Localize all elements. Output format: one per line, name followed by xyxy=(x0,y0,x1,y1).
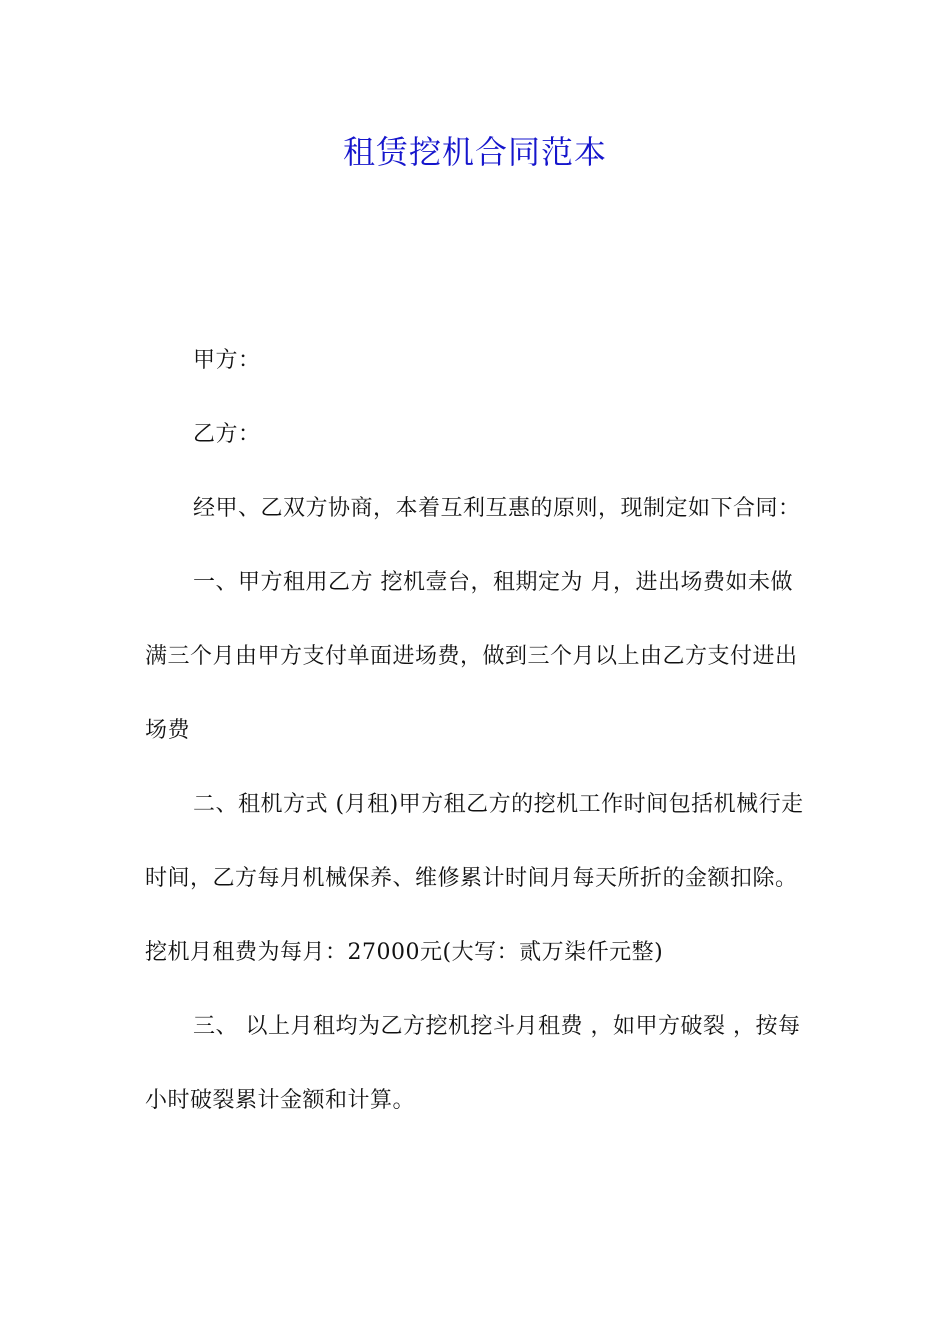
clause-two-paragraph: 二、租机方式 (月租)甲方租乙方的挖机工作时间包括机械行走时间，乙方每月机械保养、维修累计时间月每天所折的金额扣除。挖机月租费为每月：27000元(大写：贰万柒仟元整) xyxy=(145,792,804,965)
document-title: 租赁挖机合同范本 xyxy=(342,133,607,171)
party-a-line: 甲方： xyxy=(193,348,261,373)
clause-three-paragraph: 三、 以上月租均为乙方挖机挖斗月租费 ，如甲方破裂 ，按每小时破裂累计金额和计算。 xyxy=(145,1014,801,1113)
contract-body xyxy=(145,324,810,1138)
clause-one-paragraph: 一、甲方租用乙方 挖机壹台，租期定为 月，进出场费如未做满三个月由甲方支付单面进场费，做到三个月以上由乙方支付进出场费 xyxy=(145,570,798,743)
party-b-line: 乙方： xyxy=(193,422,261,447)
agreement-intro-paragraph: 经甲、乙双方协商，本着互利互惠的原则，现制定如下合同： xyxy=(193,496,801,521)
